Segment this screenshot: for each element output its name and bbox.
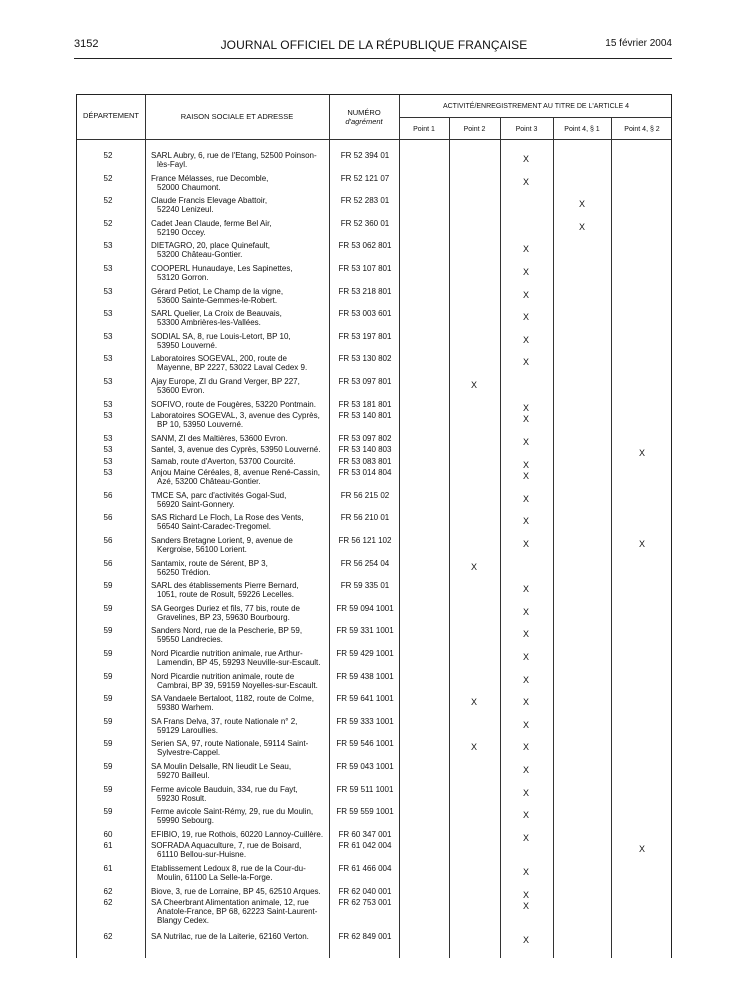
- cell-departement: 62: [103, 898, 113, 907]
- check-mark: X: [522, 471, 529, 482]
- cell-departement: 52: [103, 218, 113, 228]
- cell-raison-sociale: [151, 354, 329, 372]
- address-line: 59550 Landrecies.: [157, 635, 223, 645]
- address-line: SOFIVO, route de Fougères, 53220 Pontmain.: [151, 399, 316, 409]
- col-divider: [553, 117, 554, 958]
- check-mark: X: [522, 697, 529, 708]
- check-mark: X: [522, 154, 529, 164]
- check-mark: X: [522, 176, 529, 187]
- header-point-4-1: Point 4, § 1: [564, 126, 600, 133]
- address-line: 56540 Saint-Caradec-Tregomel.: [157, 522, 271, 532]
- address-line: Anatole-France, BP 68, 62223 Saint-Laurent-: [157, 907, 318, 916]
- check-mark: X: [522, 516, 529, 527]
- cell-raison-sociale: [151, 219, 329, 237]
- cell-numero-agrement: FR 59 043 1001: [336, 762, 394, 771]
- check-mark: X: [522, 493, 529, 504]
- address-line: Kergroise, 56100 Lorient.: [157, 545, 247, 554]
- cell-numero-agrement: FR 59 511 1001: [336, 784, 394, 794]
- address-line: 53300 Ambrières-les-Vallées.: [157, 318, 261, 328]
- cell-raison-sociale: [151, 672, 329, 690]
- header-raison-sociale: RAISON SOCIALE ET ADRESSE: [180, 112, 294, 121]
- address-line: BP 10, 53950 Louverné.: [157, 420, 244, 430]
- registry-table: [76, 94, 672, 958]
- address-line: Anjou Maine Céréales, 8, avenue René-Cassin,: [151, 468, 320, 478]
- cell-numero-agrement: FR 56 254 04: [340, 558, 390, 568]
- check-mark: X: [522, 414, 529, 425]
- check-mark: X: [522, 606, 529, 617]
- cell-raison-sociale: [151, 309, 329, 327]
- check-mark: X: [522, 652, 529, 662]
- cell-numero-agrement: FR 59 333 1001: [336, 716, 394, 726]
- cell-raison-sociale: [151, 559, 329, 577]
- cell-numero-agrement: FR 59 331 1001: [336, 626, 394, 636]
- cell-raison-sociale: [151, 717, 329, 735]
- cell-numero-agrement: FR 59 559 1001: [336, 807, 394, 817]
- check-mark: X: [522, 436, 529, 447]
- cell-departement: 53: [103, 264, 113, 273]
- cell-raison-sociale: [151, 457, 329, 466]
- cell-departement: 53: [103, 399, 113, 409]
- check-mark: X: [470, 697, 477, 708]
- cell-numero-agrement: FR 53 003 601: [338, 309, 392, 319]
- cell-numero-agrement: FR 59 094 1001: [336, 603, 394, 613]
- address-line: 53950 Louverné.: [157, 340, 218, 350]
- cell-raison-sociale: [151, 491, 329, 509]
- address-line: Ferme avicole Saint-Rémy, 29, rue du Moulin,: [151, 807, 314, 817]
- check-mark: X: [522, 832, 529, 843]
- address-line: SAS Richard Le Floch, La Rose des Vents,: [151, 513, 304, 523]
- check-mark: X: [522, 787, 529, 798]
- cell-departement: 53: [103, 456, 113, 466]
- cell-departement: 61: [103, 841, 113, 851]
- cell-departement: 53: [103, 286, 113, 296]
- cell-numero-agrement: FR 59 429 1001: [336, 649, 394, 658]
- header-point-1: Point 1: [413, 126, 435, 133]
- check-mark: X: [638, 844, 645, 855]
- issue-date: 15 février 2004: [605, 38, 672, 49]
- address-line: Sylvestre-Cappel.: [157, 748, 221, 758]
- check-mark: X: [522, 742, 529, 753]
- address-line: SOFRADA Aquaculture, 7, rue de Boisard,: [151, 841, 302, 851]
- cell-numero-agrement: FR 59 438 1001: [336, 671, 394, 681]
- cell-numero-agrement: FR 52 283 01: [340, 196, 390, 206]
- address-line: SA Georges Duriez et fils, 77 bis, route de: [151, 603, 300, 613]
- cell-raison-sociale: [151, 807, 329, 825]
- address-line: Claude Francis Elevage Abattoir,: [151, 196, 268, 206]
- check-mark: X: [522, 810, 529, 821]
- cell-raison-sociale: [151, 151, 329, 169]
- cell-raison-sociale: [151, 332, 329, 350]
- header-numero: NUMÉRO: [347, 108, 381, 117]
- cell-departement: 59: [103, 603, 113, 613]
- page-header: [0, 38, 748, 58]
- cell-raison-sociale: [151, 287, 329, 305]
- cell-raison-sociale: [151, 196, 329, 214]
- address-line: SARL Aubry, 6, rue de l'Etang, 52500 Poinson-: [151, 151, 317, 160]
- check-mark: X: [522, 629, 529, 640]
- cell-departement: 59: [103, 649, 113, 658]
- cell-raison-sociale: [151, 898, 329, 925]
- check-mark: X: [470, 380, 477, 390]
- cell-raison-sociale: [151, 932, 329, 941]
- cell-departement: 53: [103, 411, 113, 421]
- cell-departement: 61: [103, 863, 113, 873]
- cell-numero-agrement: FR 53 181 801: [338, 399, 392, 409]
- address-line: SA Nutrilac, rue de la Laiterie, 62160 Verton.: [151, 931, 309, 941]
- address-line: Laboratoires SOGEVAL, 3, avenue des Cyprès,: [151, 411, 320, 421]
- cell-departement: 59: [103, 694, 113, 704]
- address-line: Lamendin, BP 45, 59293 Neuville-sur-Escault.: [157, 658, 321, 667]
- cell-departement: 53: [103, 433, 113, 443]
- cell-numero-agrement: FR 59 641 1001: [336, 694, 394, 704]
- address-line: SA Cheerbrant Alimentation animale, 12, rue: [151, 898, 309, 907]
- check-mark: X: [638, 539, 645, 549]
- check-mark: X: [470, 561, 477, 572]
- check-mark: X: [522, 901, 529, 911]
- address-line: Azé, 53200 Château-Gontier.: [157, 477, 261, 487]
- check-mark: X: [522, 402, 529, 413]
- address-line: 53600 Sainte-Gemmes-le-Robert.: [157, 295, 278, 305]
- header-rule: [74, 58, 672, 59]
- address-line: Santamix, route de Sérent, BP 3,: [151, 558, 268, 568]
- cell-raison-sociale: [151, 581, 329, 599]
- col-divider: [449, 117, 450, 958]
- cell-raison-sociale: [151, 762, 329, 780]
- address-line: 61110 Bellou-sur-Huisne.: [157, 850, 247, 860]
- cell-numero-agrement: FR 59 335 01: [340, 581, 390, 591]
- cell-raison-sociale: [151, 445, 329, 454]
- address-line: Mayenne, BP 2227, 53022 Laval Cedex 9.: [157, 363, 308, 373]
- check-mark: X: [522, 934, 529, 945]
- cell-numero-agrement: FR 61 466 004: [338, 863, 392, 873]
- cell-numero-agrement: FR 52 121 07: [340, 173, 390, 183]
- check-mark: X: [470, 742, 477, 753]
- cell-raison-sociale: [151, 694, 329, 712]
- address-line: Blangy Cedex.: [157, 916, 210, 925]
- address-line: lès-Fayl.: [157, 160, 188, 169]
- address-line: Gérard Petiot, Le Champ de la vigne,: [151, 286, 284, 296]
- cell-numero-agrement: FR 56 210 01: [340, 513, 390, 523]
- address-line: 59380 Warhem.: [157, 703, 214, 713]
- address-line: SARL Quelier, La Croix de Beauvais,: [151, 309, 282, 319]
- address-line: 59990 Sebourg.: [157, 816, 214, 826]
- col-divider: [329, 95, 330, 958]
- cell-raison-sociale: [151, 626, 329, 644]
- cell-numero-agrement: FR 53 218 801: [338, 286, 392, 296]
- address-line: Sanders Nord, rue de la Pescherie, BP 59,: [151, 626, 303, 636]
- header-departement: DÉPARTEMENT: [83, 111, 139, 120]
- address-line: COOPERL Hunaudaye, Les Sapinettes,: [151, 264, 293, 273]
- address-line: Sanders Bretagne Lorient, 9, avenue de: [151, 536, 293, 545]
- check-mark: X: [522, 289, 529, 300]
- check-mark: X: [522, 267, 529, 277]
- col-divider: [145, 95, 146, 958]
- cell-numero-agrement: FR 62 849 001: [338, 931, 392, 941]
- cell-numero-agrement: FR 60 347 001: [338, 829, 392, 839]
- cell-departement: 56: [103, 536, 113, 545]
- cell-raison-sociale: [151, 841, 329, 859]
- address-line: Etablissement Ledoux 8, rue de la Cour-du-: [151, 863, 306, 873]
- address-line: 53120 Gorron.: [157, 273, 209, 282]
- check-mark: X: [522, 719, 529, 730]
- address-line: SODIAL SA, 8, rue Louis-Letort, BP 10,: [151, 331, 291, 341]
- check-mark: X: [522, 334, 529, 345]
- address-line: SA Vandaele Bertaloot, 1182, route de Colme,: [151, 694, 314, 704]
- address-line: Moulin, 61100 La Selle-la-Forge.: [157, 872, 273, 882]
- cell-raison-sociale: [151, 887, 329, 896]
- cell-departement: 59: [103, 739, 113, 749]
- cell-raison-sociale: [151, 864, 329, 882]
- cell-raison-sociale: [151, 785, 329, 803]
- address-line: Serien SA, 97, route Nationale, 59114 Saint-: [151, 739, 309, 749]
- cell-departement: 56: [103, 513, 113, 523]
- cell-raison-sociale: [151, 434, 329, 443]
- cell-numero-agrement: FR 61 042 004: [338, 841, 392, 851]
- cell-raison-sociale: [151, 830, 329, 839]
- address-line: 53600 Evron.: [157, 386, 205, 395]
- header-bottom-rule: [77, 139, 671, 140]
- address-line: EFIBIO, 19, rue Rothois, 60220 Lannoy-Cuillère.: [151, 829, 324, 839]
- cell-departement: 59: [103, 762, 113, 771]
- cell-raison-sociale: [151, 513, 329, 531]
- address-line: Santel, 3, avenue des Cyprès, 53950 Louverné.: [151, 445, 321, 455]
- col-divider: [500, 117, 501, 958]
- cell-departement: 60: [103, 829, 113, 839]
- address-line: 1051, route de Rosult, 59226 Lecelles.: [157, 590, 294, 600]
- cell-departement: 53: [103, 331, 113, 341]
- cell-numero-agrement: FR 52 394 01: [340, 151, 390, 160]
- address-line: 59129 Laroullies.: [157, 725, 218, 735]
- check-mark: X: [578, 221, 585, 232]
- cell-numero-agrement: FR 59 546 1001: [336, 739, 394, 749]
- cell-departement: 62: [103, 886, 113, 896]
- cell-numero-agrement: FR 53 083 801: [338, 456, 392, 466]
- cell-departement: 52: [103, 196, 113, 206]
- cell-departement: 59: [103, 807, 113, 817]
- address-line: Laboratoires SOGEVAL, 200, route de: [151, 354, 287, 364]
- cell-departement: 53: [103, 445, 113, 455]
- header-activite: ACTIVITÉ/ENREGISTREMENT AU TITRE DE L'ARTICLE 4: [442, 103, 630, 110]
- cell-departement: 53: [103, 241, 113, 251]
- header-point-3: Point 3: [515, 126, 538, 133]
- cell-numero-agrement: FR 62 040 001: [338, 886, 392, 896]
- address-line: 53200 Château-Gontier.: [157, 250, 243, 260]
- address-line: Biove, 3, rue de Lorraine, BP 45, 62510 Arques.: [151, 886, 321, 896]
- cell-raison-sociale: [151, 377, 329, 395]
- address-line: Cadet Jean Claude, ferme Bel Air,: [151, 218, 272, 228]
- cell-departement: 56: [103, 558, 113, 568]
- journal-title: JOURNAL OFFICIEL DE LA RÉPUBLIQUE FRANÇAISE: [220, 38, 528, 52]
- cell-raison-sociale: [151, 241, 329, 259]
- check-mark: X: [522, 866, 529, 877]
- cell-departement: 56: [103, 490, 113, 500]
- cell-numero-agrement: FR 56 215 02: [340, 490, 390, 500]
- header-divider: [399, 117, 671, 118]
- cell-departement: 59: [103, 671, 113, 681]
- address-line: Gravelines, BP 23, 59630 Bourbourg.: [157, 612, 290, 622]
- address-line: DIETAGRO, 20, place Quinefault,: [151, 241, 271, 251]
- cell-departement: 52: [103, 151, 113, 160]
- address-line: 56920 Saint-Gonnery.: [157, 499, 235, 509]
- address-line: Samab, route d'Averton, 53700 Courcité.: [151, 456, 296, 466]
- check-mark: X: [522, 584, 529, 595]
- cell-departement: 59: [103, 716, 113, 726]
- address-line: Ferme avicole Bauduin, 334, rue du Fayt,: [151, 784, 298, 794]
- cell-raison-sociale: [151, 739, 329, 757]
- address-line: SANM, ZI des Maltières, 53600 Evron.: [151, 433, 288, 443]
- cell-departement: 59: [103, 784, 113, 794]
- cell-departement: 62: [103, 931, 113, 941]
- header-numero-sub: d'agrément: [345, 117, 383, 126]
- address-line: SA Moulin Delsalle, RN lieudit Le Seau,: [151, 762, 292, 771]
- col-divider: [399, 95, 400, 958]
- cell-departement: 53: [103, 377, 113, 386]
- address-line: 56250 Trédion.: [157, 567, 211, 577]
- address-line: Nord Picardie nutrition animale, route de: [151, 671, 295, 681]
- cell-departement: 53: [103, 354, 113, 364]
- address-line: 52000 Chaumont.: [157, 182, 221, 192]
- page-number: 3152: [74, 38, 99, 50]
- cell-departement: 59: [103, 581, 113, 591]
- cell-departement: 53: [103, 468, 113, 478]
- cell-numero-agrement: FR 56 121 102: [338, 536, 392, 545]
- cell-numero-agrement: FR 62 753 001: [338, 898, 392, 907]
- header-point-2: Point 2: [463, 126, 486, 133]
- check-mark: X: [522, 889, 529, 900]
- address-line: TMCE SA, parc d'activités Gogal-Sud,: [151, 490, 287, 500]
- cell-raison-sociale: [151, 174, 329, 192]
- cell-departement: 53: [103, 309, 113, 319]
- check-mark: X: [522, 539, 529, 549]
- address-line: 52190 Occey.: [157, 227, 206, 237]
- address-line: Nord Picardie nutrition animale, rue Arthur-: [151, 649, 303, 658]
- col-divider: [611, 117, 612, 958]
- check-mark: X: [522, 765, 529, 775]
- cell-raison-sociale: [151, 536, 329, 554]
- cell-raison-sociale: [151, 400, 329, 409]
- check-mark: X: [522, 674, 529, 685]
- address-line: 52240 Lenizeul.: [157, 205, 214, 215]
- cell-raison-sociale: [151, 604, 329, 622]
- cell-raison-sociale: [151, 649, 329, 667]
- check-mark: X: [522, 357, 529, 368]
- cell-departement: 59: [103, 626, 113, 636]
- cell-raison-sociale: [151, 468, 329, 486]
- address-line: Cambrai, BP 39, 59159 Noyelles-sur-Escault.: [157, 680, 318, 690]
- address-line: 59230 Rosult.: [157, 793, 207, 803]
- address-line: SA Frans Delva, 37, route Nationale n° 2,: [151, 716, 298, 726]
- check-mark: X: [578, 199, 585, 210]
- address-line: Ajay Europe, ZI du Grand Verger, BP 227,: [151, 377, 300, 386]
- check-mark: X: [522, 312, 529, 323]
- address-line: SARL des établissements Pierre Bernard,: [151, 581, 299, 591]
- header-point-4-2: Point 4, § 2: [624, 126, 660, 133]
- cell-numero-agrement: FR 53 097 802: [338, 433, 392, 443]
- cell-numero-agrement: FR 53 097 801: [338, 377, 392, 386]
- cell-raison-sociale: [151, 264, 329, 282]
- cell-raison-sociale: [151, 411, 329, 429]
- cell-numero-agrement: FR 53 140 803: [338, 445, 392, 455]
- check-mark: X: [638, 448, 645, 459]
- cell-departement: 52: [103, 173, 113, 183]
- cell-numero-agrement: FR 53 130 802: [338, 354, 392, 364]
- cell-numero-agrement: FR 53 062 801: [338, 241, 392, 251]
- address-line: 59270 Bailleul.: [157, 771, 210, 780]
- cell-numero-agrement: FR 53 140 801: [338, 411, 392, 421]
- cell-numero-agrement: FR 53 107 801: [338, 264, 392, 273]
- check-mark: X: [522, 244, 529, 255]
- check-mark: X: [522, 459, 529, 470]
- address-line: France Mélasses, rue Decomble,: [151, 173, 269, 183]
- cell-numero-agrement: FR 53 014 804: [338, 468, 392, 478]
- cell-numero-agrement: FR 52 360 01: [340, 218, 390, 228]
- cell-numero-agrement: FR 53 197 801: [338, 331, 392, 341]
